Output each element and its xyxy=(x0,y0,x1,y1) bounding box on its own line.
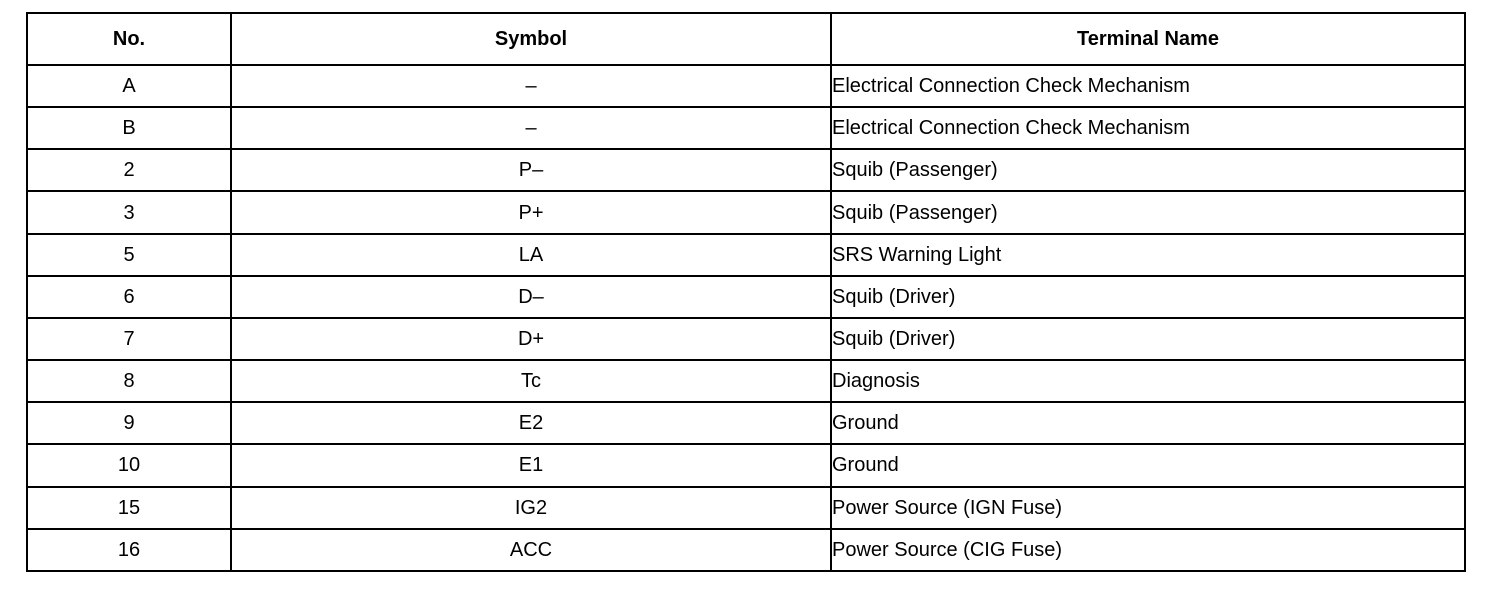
cell-terminal-name: SRS Warning Light xyxy=(831,234,1465,276)
table-row xyxy=(27,191,1465,233)
header-no: No. xyxy=(27,13,231,65)
cell-symbol: ACC xyxy=(231,529,831,571)
cell-terminal-name: Electrical Connection Check Mechanism xyxy=(831,107,1465,149)
table-row xyxy=(27,107,1465,149)
cell-no: 6 xyxy=(27,276,231,318)
table-row xyxy=(27,318,1465,360)
cell-terminal-name: Squib (Driver) xyxy=(831,276,1465,318)
cell-symbol: D– xyxy=(231,276,831,318)
cell-symbol: LA xyxy=(231,234,831,276)
cell-symbol: IG2 xyxy=(231,487,831,529)
cell-symbol: – xyxy=(231,107,831,149)
cell-terminal-name: Ground xyxy=(831,402,1465,444)
cell-symbol: P+ xyxy=(231,191,831,233)
cell-no: 3 xyxy=(27,191,231,233)
table-row xyxy=(27,65,1465,107)
table-row xyxy=(27,444,1465,486)
terminal-table xyxy=(26,12,1466,572)
cell-no: 9 xyxy=(27,402,231,444)
table-row xyxy=(27,487,1465,529)
cell-no: 10 xyxy=(27,444,231,486)
cell-no: 15 xyxy=(27,487,231,529)
cell-terminal-name: Power Source (IGN Fuse) xyxy=(831,487,1465,529)
cell-no: 7 xyxy=(27,318,231,360)
cell-terminal-name: Squib (Driver) xyxy=(831,318,1465,360)
header-row xyxy=(27,13,1465,65)
terminal-table-sheet xyxy=(26,12,1464,572)
table-row xyxy=(27,360,1465,402)
cell-no: 8 xyxy=(27,360,231,402)
cell-symbol: E1 xyxy=(231,444,831,486)
cell-symbol: D+ xyxy=(231,318,831,360)
cell-no: 5 xyxy=(27,234,231,276)
table-row xyxy=(27,149,1465,191)
cell-symbol: E2 xyxy=(231,402,831,444)
cell-no: 2 xyxy=(27,149,231,191)
cell-terminal-name: Ground xyxy=(831,444,1465,486)
cell-terminal-name: Squib (Passenger) xyxy=(831,191,1465,233)
table-row xyxy=(27,234,1465,276)
cell-no: A xyxy=(27,65,231,107)
cell-terminal-name: Squib (Passenger) xyxy=(831,149,1465,191)
table-row xyxy=(27,402,1465,444)
cell-no: 16 xyxy=(27,529,231,571)
header-terminal-name: Terminal Name xyxy=(831,13,1465,65)
cell-terminal-name: Power Source (CIG Fuse) xyxy=(831,529,1465,571)
table-row xyxy=(27,276,1465,318)
cell-terminal-name: Electrical Connection Check Mechanism xyxy=(831,65,1465,107)
cell-symbol: P– xyxy=(231,149,831,191)
cell-terminal-name: Diagnosis xyxy=(831,360,1465,402)
cell-symbol: – xyxy=(231,65,831,107)
cell-no: B xyxy=(27,107,231,149)
table-row xyxy=(27,529,1465,571)
header-symbol: Symbol xyxy=(231,13,831,65)
cell-symbol: Tc xyxy=(231,360,831,402)
